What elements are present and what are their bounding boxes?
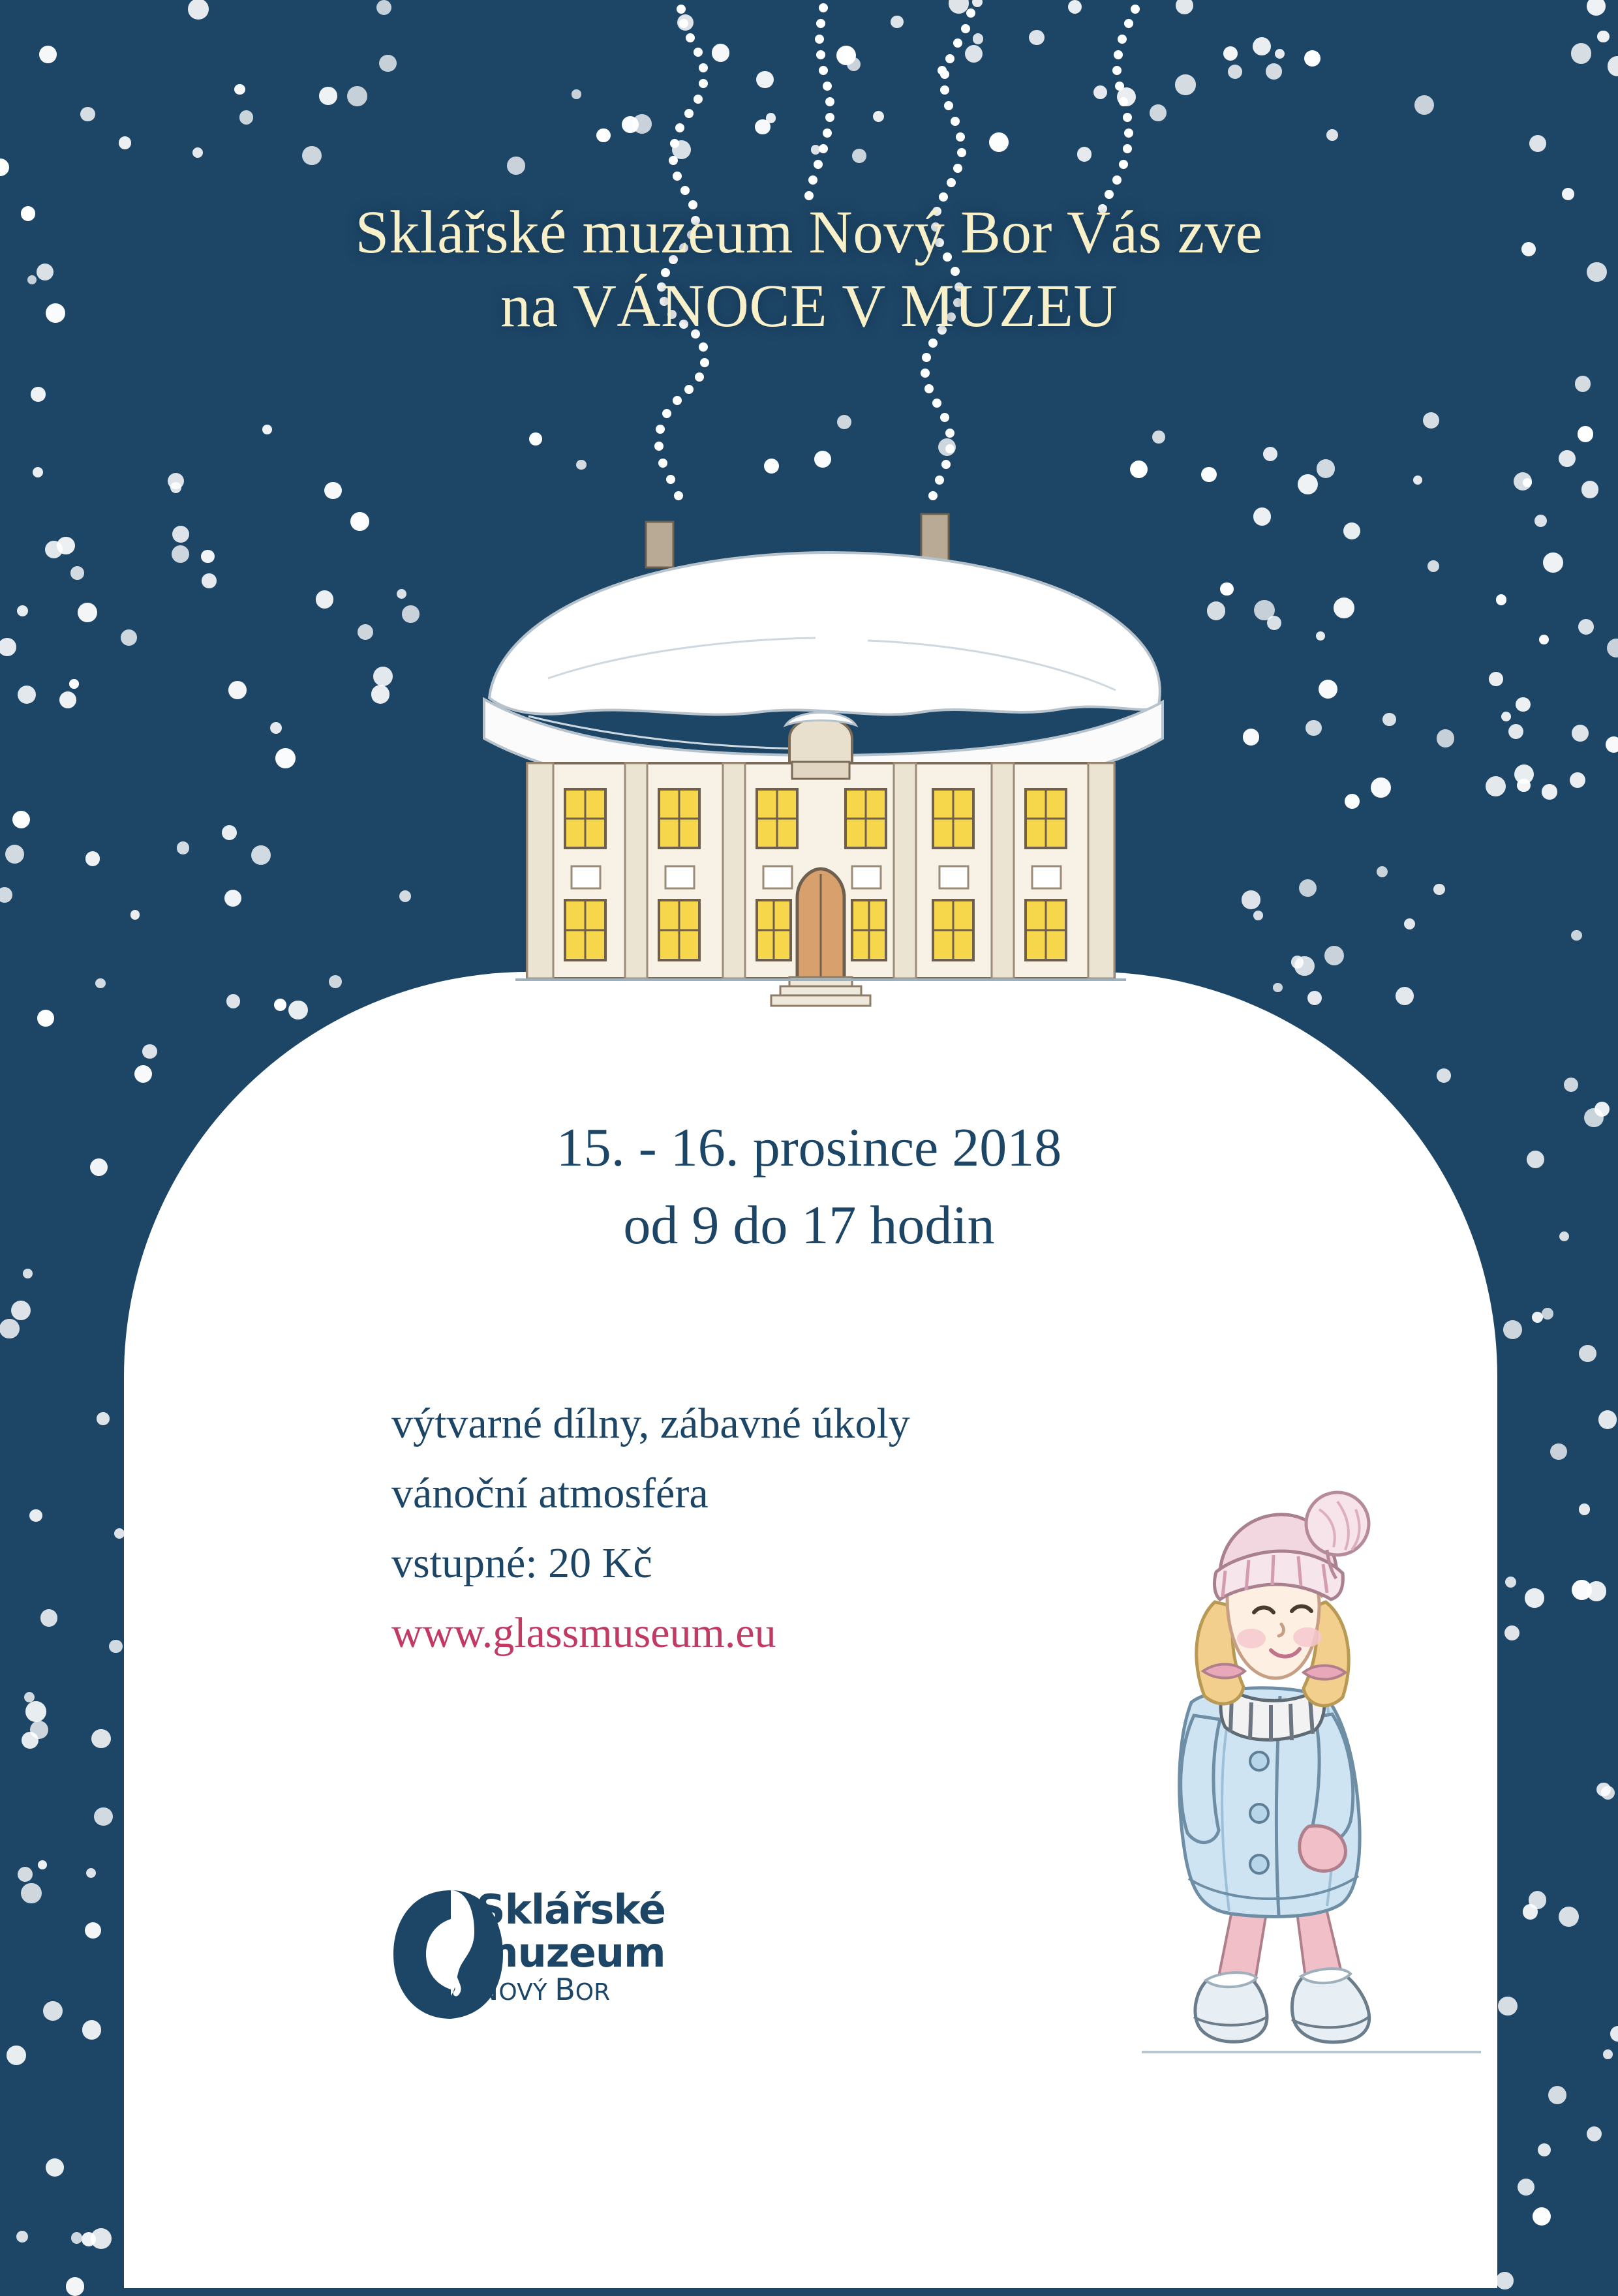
- website-link[interactable]: www.glassmuseum.eu: [391, 1609, 776, 1657]
- snowflake: [82, 2232, 96, 2246]
- snowflake: [329, 975, 342, 988]
- snowflake: [1242, 890, 1260, 909]
- snowflake: [1319, 680, 1337, 699]
- snowflake: [373, 667, 393, 686]
- snowflake: [91, 2228, 112, 2249]
- snowflake: [1433, 884, 1444, 895]
- snowflake: [17, 605, 28, 616]
- snowflake: [1305, 720, 1321, 736]
- event-date: 15. - 16. prosince 2018: [556, 1117, 1062, 1178]
- snowflake: [1396, 987, 1414, 1005]
- snowflake: [7, 2046, 26, 2065]
- snowflake: [18, 686, 36, 704]
- snowflake: [109, 1640, 122, 1653]
- snowflake: [46, 2158, 64, 2177]
- snowflake: [1501, 712, 1511, 721]
- snowflake: [1606, 736, 1618, 753]
- snowflake: [1498, 1997, 1517, 2016]
- snowflake: [23, 1269, 33, 1278]
- snowflake: [1486, 776, 1506, 796]
- snowflake: [251, 845, 271, 865]
- snowflake: [1587, 2126, 1602, 2141]
- snowflake: [43, 2001, 63, 2021]
- snowflake: [142, 1044, 157, 1059]
- snowflake: [1299, 879, 1317, 897]
- snowflake: [82, 2020, 101, 2039]
- snowflake: [1489, 672, 1503, 686]
- snowflake: [1324, 946, 1344, 965]
- snowflake: [66, 2277, 85, 2296]
- snowflake: [1579, 1503, 1590, 1515]
- snowflake: [402, 605, 419, 622]
- snowflake: [11, 1301, 31, 1320]
- museum-logo-text: [476, 1888, 665, 2006]
- snowflake: [1496, 2272, 1513, 2289]
- snowflake: [1508, 724, 1523, 739]
- snowflake: [86, 1868, 96, 1878]
- snowflake: [1610, 2026, 1618, 2042]
- snowflake: [1267, 616, 1281, 630]
- snowflake: [1505, 1577, 1516, 1588]
- snowflake: [1518, 2179, 1534, 2196]
- snowflake: [1529, 1891, 1547, 1909]
- snowflake: [1382, 713, 1396, 727]
- snowflake: [1254, 600, 1274, 620]
- snowflake: [1539, 635, 1549, 644]
- snowflake: [85, 851, 100, 866]
- snowflake: [1345, 794, 1360, 809]
- snowflake: [71, 2232, 83, 2244]
- info-atmosphere: vánoční atmosféra: [391, 1469, 709, 1517]
- snowflake: [97, 1412, 109, 1425]
- snowflake: [91, 1729, 110, 1748]
- snowflake: [1532, 1312, 1543, 1323]
- snowflake: [1253, 911, 1263, 920]
- snowflake: [38, 1860, 47, 1869]
- snowflake: [25, 1701, 46, 1721]
- snowflake: [78, 603, 97, 622]
- snowflake: [1307, 991, 1322, 1005]
- snowflake: [1316, 631, 1325, 641]
- snowflake: [316, 590, 333, 608]
- snowflake: [1607, 639, 1618, 657]
- snowflake: [1601, 1786, 1615, 1800]
- snowflake: [1207, 601, 1226, 620]
- snowflake: [1598, 1410, 1617, 1428]
- snowflake: [1579, 1345, 1596, 1363]
- snowflake: [0, 887, 12, 903]
- snowflake: [1564, 1078, 1578, 1092]
- logo-line-3-n: N: [476, 1972, 499, 2008]
- page-title: [0, 196, 1618, 344]
- snowflake: [1273, 983, 1283, 993]
- info-workshops: výtvarné dílny, zábavné úkoly: [391, 1400, 910, 1447]
- snowflake: [130, 910, 140, 919]
- snowflake: [371, 685, 390, 704]
- snowflake: [1587, 1581, 1606, 1601]
- snowflake: [1603, 2049, 1613, 2059]
- snowflake: [1294, 956, 1314, 976]
- snowflake: [1542, 1308, 1553, 1320]
- snowflake: [134, 1065, 152, 1083]
- logo-line-1: Sklářské: [476, 1886, 666, 1933]
- snowflake: [121, 629, 137, 646]
- logo-line-3: [476, 1974, 665, 2006]
- snowflake: [1538, 2143, 1551, 2156]
- snowflake: [274, 999, 286, 1011]
- logo-line-3-b: B: [555, 1972, 575, 2008]
- snowflake: [1517, 779, 1530, 792]
- snowflake: [1404, 918, 1415, 929]
- snowflake: [24, 1692, 35, 1702]
- snowflake: [22, 1732, 38, 1749]
- snowflake: [1437, 1068, 1451, 1083]
- snowflake: [1596, 1783, 1610, 1796]
- snowflake: [226, 994, 240, 1008]
- snowflake: [228, 681, 247, 699]
- snowflake: [1504, 1625, 1519, 1640]
- snowflake: [40, 1609, 58, 1627]
- snowflake: [177, 841, 190, 854]
- snowflake: [1572, 725, 1589, 742]
- snowflake: [69, 679, 78, 688]
- snowflake: [1291, 956, 1304, 969]
- headline-line-1: Sklářské muzeum Nový Bor Vás zve: [355, 199, 1263, 266]
- snowflake: [37, 1010, 54, 1027]
- headline-line-2: na VÁNOCE V MUZEU: [500, 273, 1118, 340]
- logo-line-3-ovy: OVÝ: [498, 1979, 555, 2006]
- snowflake: [1578, 619, 1594, 635]
- snowflake: [1516, 697, 1530, 712]
- snowflake: [1533, 2207, 1551, 2226]
- snowflake: [0, 1319, 20, 1339]
- snowflake: [16, 2231, 28, 2243]
- snowflake: [1243, 729, 1260, 746]
- snowflake: [1437, 729, 1454, 747]
- snowflake: [358, 624, 374, 641]
- snowflake: [18, 1867, 33, 1882]
- snowflake: [1559, 1907, 1580, 1927]
- snowflake: [95, 978, 106, 989]
- snowflake: [21, 1883, 41, 1903]
- snowflake: [30, 1721, 48, 1739]
- snowflake: [94, 1807, 113, 1826]
- snowflake: [1377, 866, 1388, 877]
- event-hours: od 9 do 17 hodin: [623, 1195, 995, 1256]
- snowflake: [29, 1509, 42, 1522]
- snowflake: [397, 589, 406, 599]
- info-admission: vstupné: 20 Kč: [391, 1539, 652, 1587]
- snowflake: [399, 890, 411, 902]
- snowflake: [85, 1922, 102, 1939]
- snowflake: [1523, 1904, 1538, 1920]
- snowflake: [1572, 1580, 1592, 1600]
- snowflake: [1525, 1588, 1544, 1607]
- logo-line-2: muzeum: [476, 1928, 665, 1976]
- event-date-block: [0, 1109, 1618, 1265]
- snowflake: [1542, 784, 1557, 799]
- snowflake: [1514, 764, 1534, 784]
- snowflake: [12, 811, 31, 829]
- snowflake: [1570, 772, 1585, 788]
- snowflake: [1496, 594, 1507, 605]
- girl-in-winter-coat-illustration: [1063, 1487, 1481, 2074]
- snowflake: [1334, 597, 1354, 618]
- snowflake: [222, 825, 237, 840]
- snowflake: [1503, 1320, 1522, 1339]
- snowflake: [1371, 778, 1391, 798]
- snowflake: [270, 722, 282, 734]
- snowflake: [0, 638, 16, 656]
- snowflake: [1571, 930, 1581, 941]
- snowflake: [1550, 1443, 1567, 1460]
- logo-line-3-or: OR: [575, 1979, 611, 2006]
- snow-covered-museum-building-illustration: [450, 483, 1187, 1011]
- snowflake: [5, 845, 24, 864]
- snowflake: [275, 748, 296, 768]
- snowflake: [224, 890, 241, 907]
- snowflake: [59, 691, 76, 708]
- snowflake: [288, 1001, 308, 1020]
- snowflake: [1548, 2086, 1566, 2104]
